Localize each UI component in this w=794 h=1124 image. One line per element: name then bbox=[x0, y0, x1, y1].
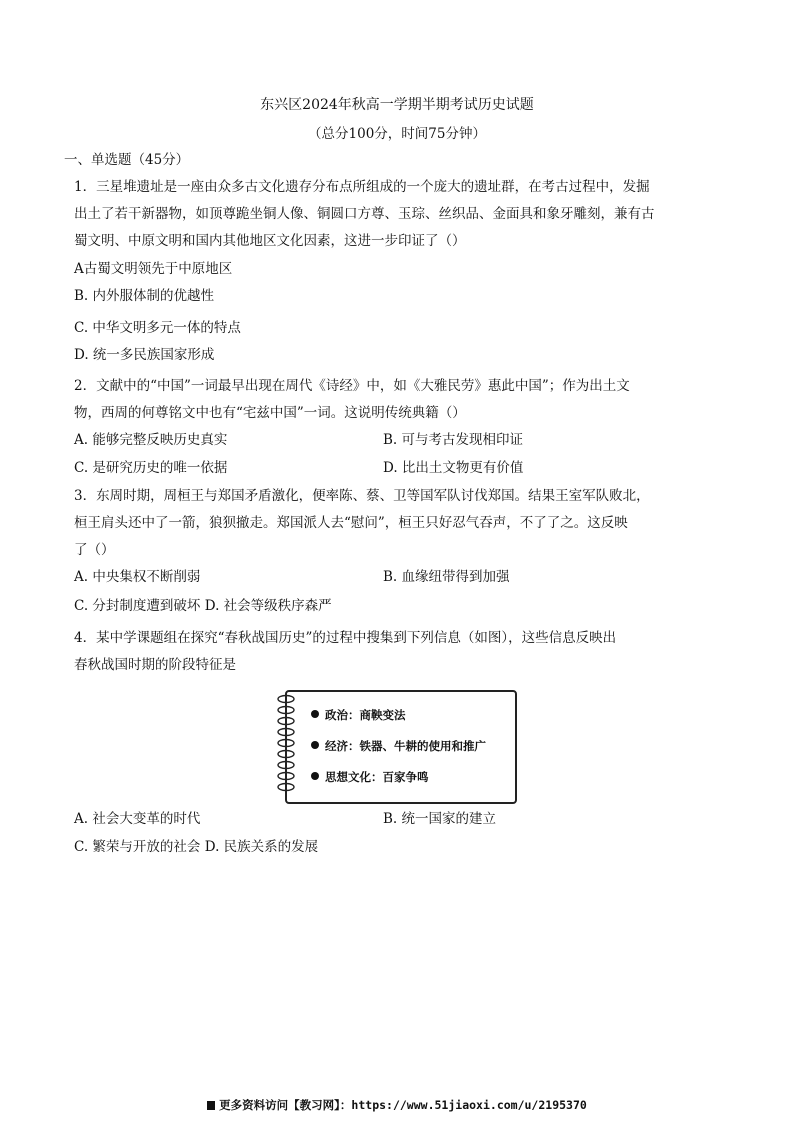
section-heading: 一、单选题（45分） bbox=[64, 152, 190, 168]
question-2-option-a[interactable]: A. 能够完整反映历史真实 bbox=[74, 432, 228, 448]
question-4-option-a[interactable]: A. 社会大变革的时代 bbox=[74, 811, 201, 827]
question-3-option-c-d[interactable]: C. 分封制度遭到破坏 D. 社会等级秩序森严 bbox=[74, 598, 332, 614]
bullet-icon bbox=[311, 710, 319, 718]
notebook-spiral-icon bbox=[275, 693, 297, 799]
question-1-line-1: 1．三星堆遗址是一座由众多古文化遗存分布点所组成的一个庞大的遗址群，在考古过程中，发掘 bbox=[74, 179, 650, 195]
bullet-icon bbox=[311, 772, 319, 780]
question-1-option-c[interactable]: C. 中华文明多元一体的特点 bbox=[74, 320, 241, 336]
question-3-option-b[interactable]: B. 血缘纽带得到加强 bbox=[383, 569, 510, 585]
question-3-line-3: 了（） bbox=[74, 542, 115, 558]
figure-item-culture: 思想文化：百家争鸣 bbox=[311, 769, 429, 785]
question-3-option-a[interactable]: A. 中央集权不断削弱 bbox=[74, 569, 201, 585]
question-2-option-d[interactable]: D. 比出土文物更有价值 bbox=[383, 460, 524, 476]
footer-link[interactable]: 更多资料访问【教习网】：https://www.51jiaoxi.com/u/2195370 bbox=[0, 1097, 794, 1113]
question-1-line-2: 出土了若干新器物，如顶尊跪坐铜人像、铜圆口方尊、玉琮、丝织品、金面具和象牙雕刻，兼有古 bbox=[74, 206, 655, 222]
question-2-option-b[interactable]: B. 可与考古发现相印证 bbox=[383, 432, 524, 448]
question-4-option-b[interactable]: B. 统一国家的建立 bbox=[383, 811, 497, 827]
figure-item-economy: 经济：铁器、牛耕的使用和推广 bbox=[311, 738, 486, 754]
figure-item-politics: 政治：商鞅变法 bbox=[311, 707, 406, 723]
question-1-line-3: 蜀文明、中原文明和国内其他地区文化因素，这进一步印证了（） bbox=[74, 233, 466, 249]
flag-icon bbox=[207, 1101, 215, 1110]
question-1-option-a[interactable]: A古蜀文明领先于中原地区 bbox=[74, 261, 233, 277]
question-1-option-d[interactable]: D. 统一多民族国家形成 bbox=[74, 347, 215, 363]
bullet-icon bbox=[311, 741, 319, 749]
question-1-option-b[interactable]: B. 内外服体制的优越性 bbox=[74, 288, 215, 304]
question-3-line-1: 3．东周时期，周桓王与郑国矛盾激化，便率陈、蔡、卫等国军队讨伐郑国。结果王室军队败北， bbox=[74, 488, 650, 504]
question-4-line-1: 4．某中学课题组在探究“春秋战国历史”的过程中搜集到下列信息（如图），这些信息反映出 bbox=[74, 630, 617, 646]
page-title: 东兴区2024年秋高一学期半期考试历史试题 bbox=[260, 97, 534, 113]
notebook-figure bbox=[285, 690, 517, 804]
question-2-option-c[interactable]: C. 是研究历史的唯一依据 bbox=[74, 460, 228, 476]
question-2-line-1: 2．文献中的“中国”一词最早出现在周代《诗经》中，如《大雅民劳》惠此中国”；作为出土文 bbox=[74, 378, 630, 394]
question-4-option-c-d[interactable]: C. 繁荣与开放的社会 D. 民族关系的发展 bbox=[74, 839, 319, 855]
question-2-line-2: 物，西周的何尊铭文中也有“宅兹中国”一词。这说明传统典籍（） bbox=[74, 405, 466, 421]
page-subtitle: （总分100分，时间75分钟） bbox=[308, 126, 486, 142]
question-3-line-2: 桓王肩头还中了一箭，狼狈撤走。郑国派人去“慰问”，桓王只好忍气吞声，不了了之。这反映 bbox=[74, 515, 628, 531]
question-4-line-2: 春秋战国时期的阶段特征是 bbox=[74, 657, 236, 673]
